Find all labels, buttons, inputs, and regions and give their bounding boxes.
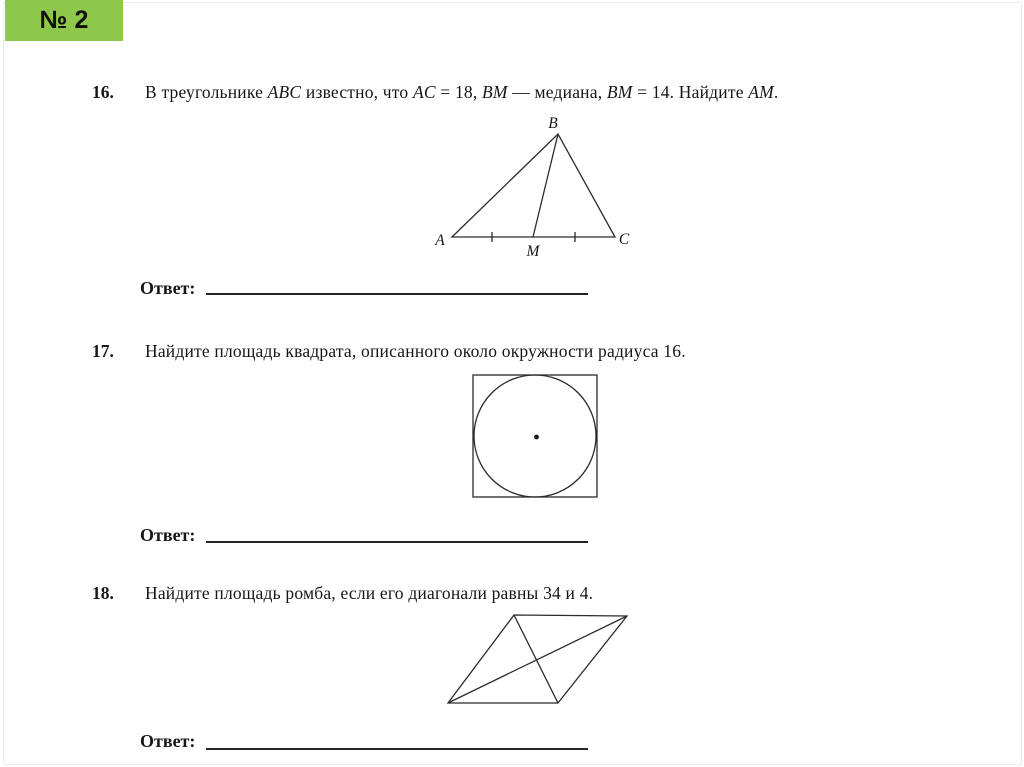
problem-16-answer-blank <box>206 292 588 295</box>
problem-18-number: 18. <box>92 583 114 603</box>
slide-number-label: № 2 <box>39 6 89 34</box>
rhombus-diagonals-figure <box>440 606 640 710</box>
problem-17-answer-label: Ответ: <box>140 525 196 545</box>
vertex-label-b: B <box>548 115 558 132</box>
problem-17-answer-blank <box>206 540 588 543</box>
vertex-label-m: M <box>526 243 540 260</box>
circle-center-dot <box>534 435 539 440</box>
problem-18-text: Найдите площадь ромба, если его диагонали равны 34 и 4. <box>145 583 594 603</box>
vertex-label-a: A <box>435 232 445 249</box>
problem-18-answer-blank <box>206 747 588 750</box>
problem-17-text: Найдите площадь квадрата, описанного около окружности радиуса 16. <box>145 341 686 361</box>
triangle-median-figure <box>420 115 660 265</box>
problem-17-number: 17. <box>92 341 114 361</box>
problem-18-answer-label: Ответ: <box>140 731 196 751</box>
problem-16-answer-label: Ответ: <box>140 278 196 298</box>
circle-in-square-figure <box>470 372 602 504</box>
problem-16-text: В треугольнике ABC известно, что AC = 18, BM — медиана, BM = 14. Найдите AM. <box>145 82 779 102</box>
slide-number-badge <box>5 0 123 41</box>
vertex-label-c: C <box>618 231 630 248</box>
problem-16-number: 16. <box>92 82 114 102</box>
